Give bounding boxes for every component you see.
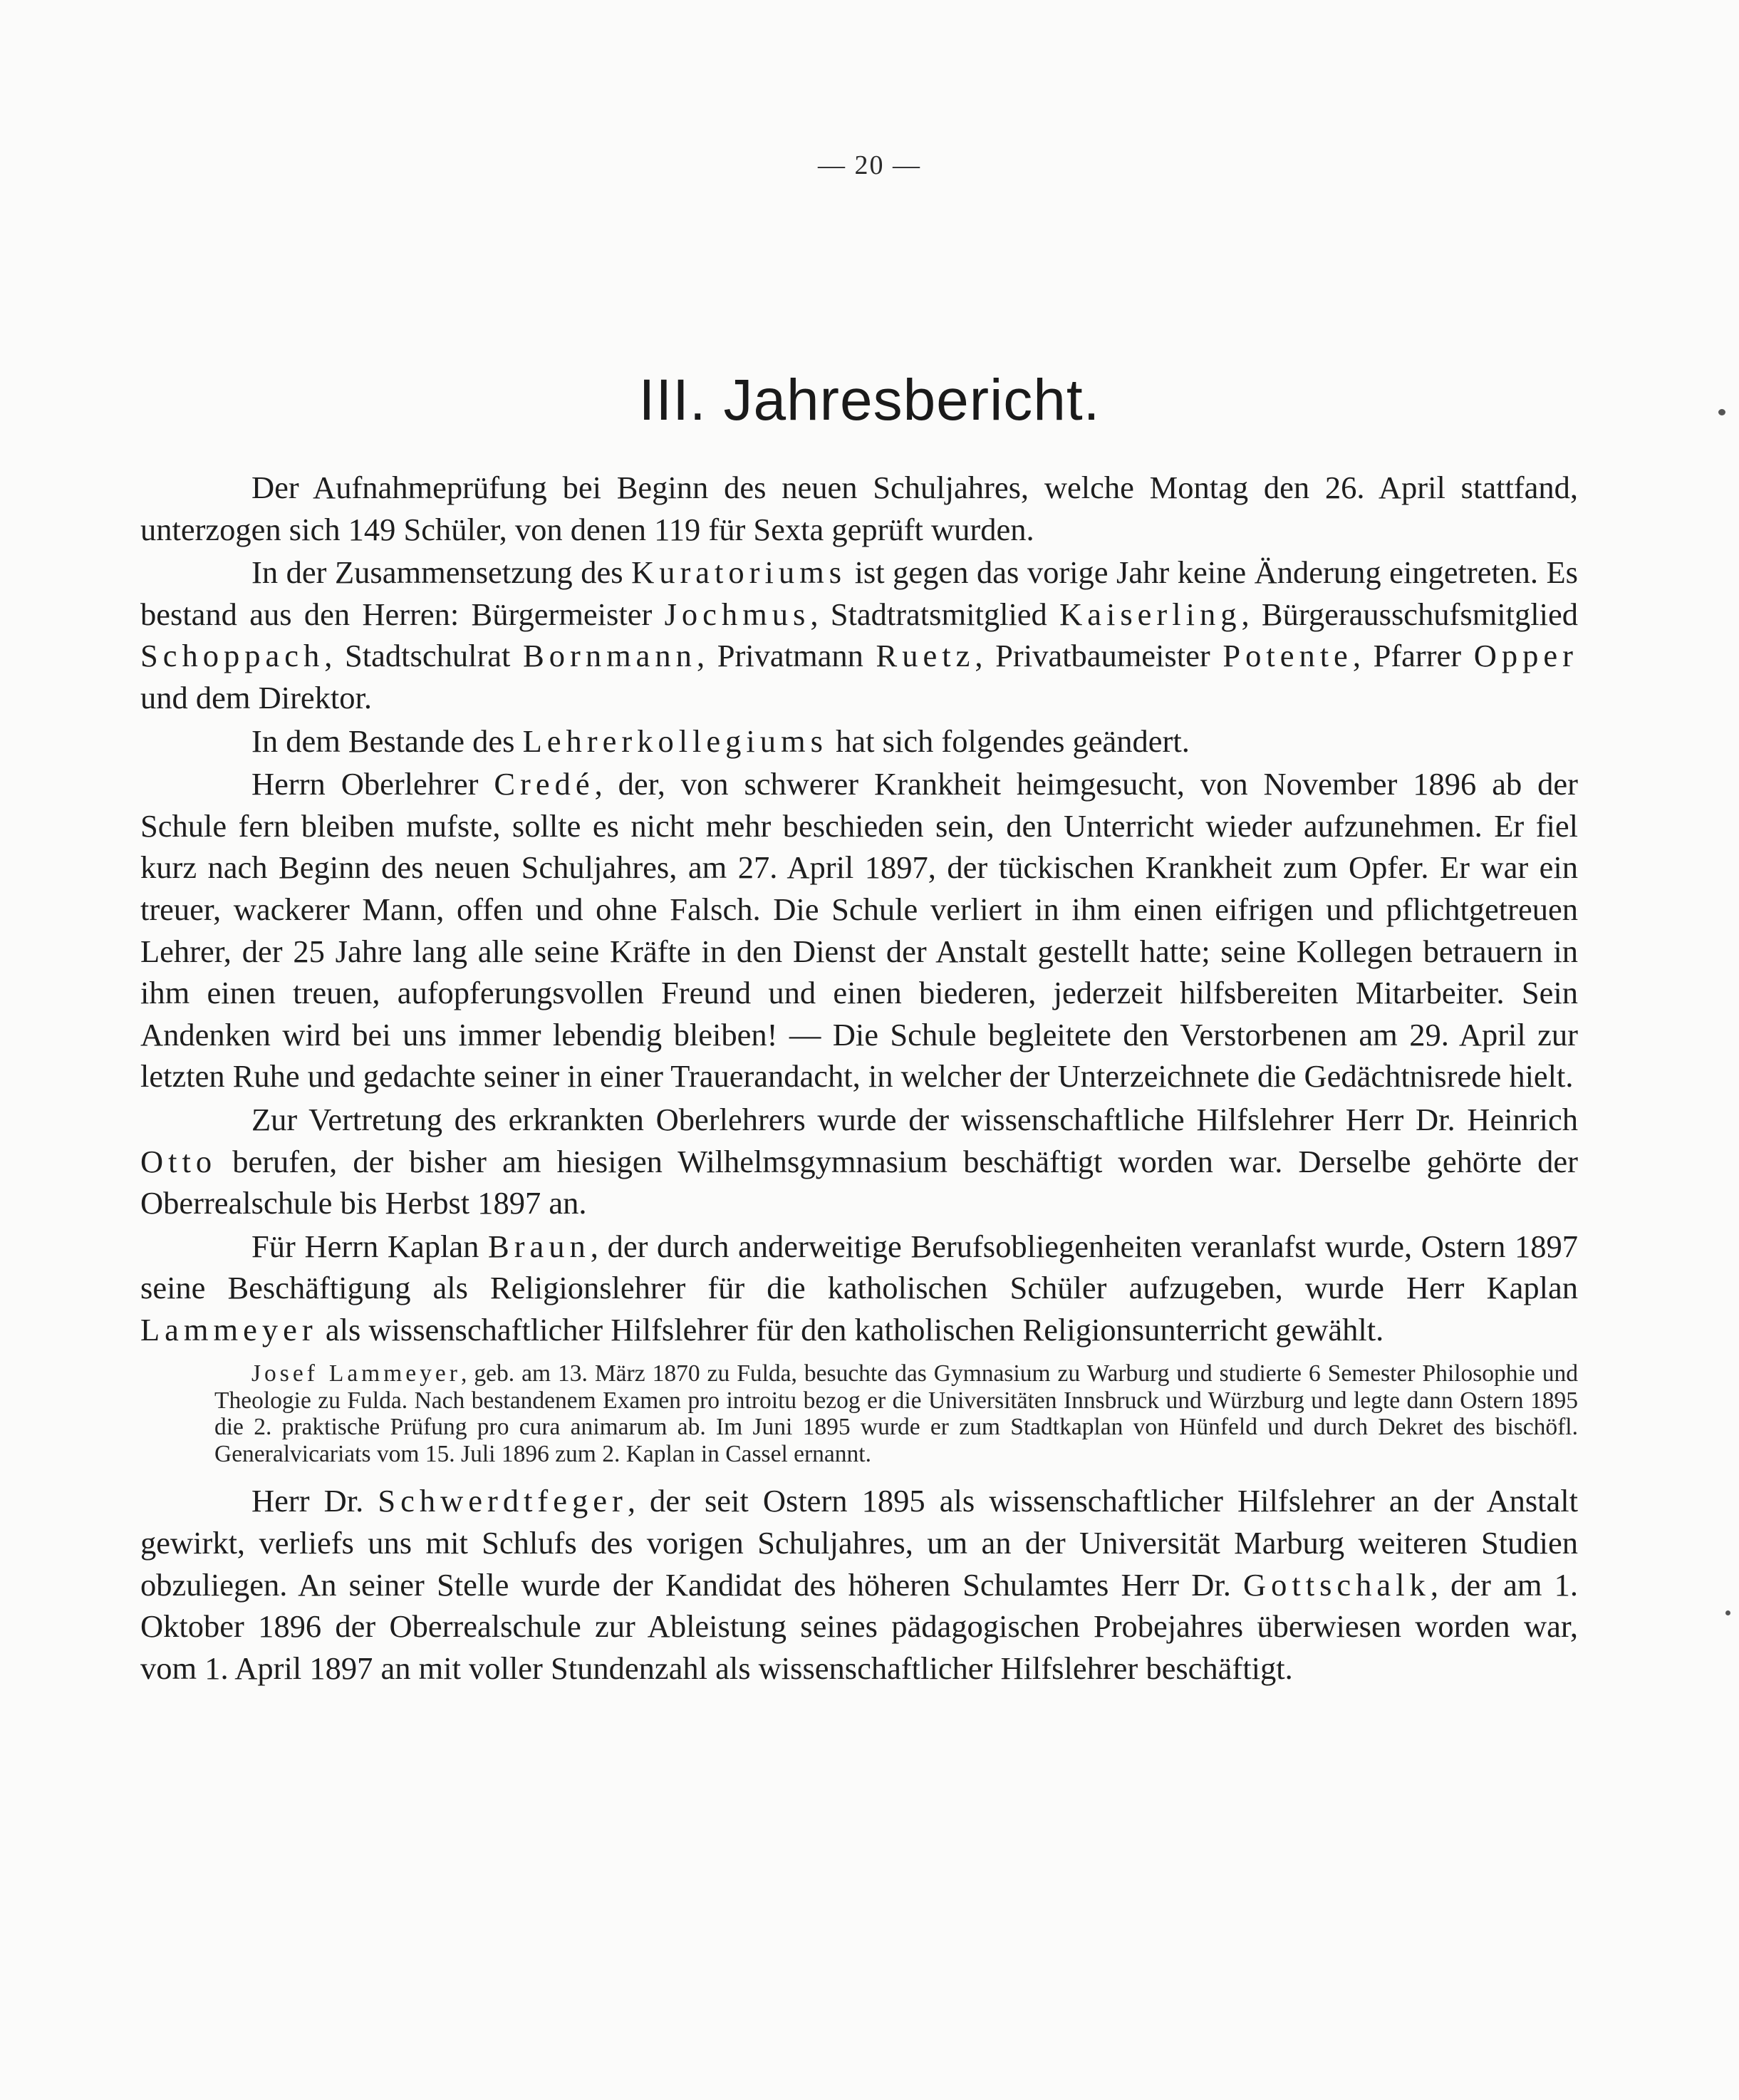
spaced-name: Bornmann	[523, 638, 697, 674]
spaced-name: Kaiserling	[1059, 596, 1242, 632]
scan-speck	[1725, 1610, 1730, 1615]
section-heading: III. Jahresbericht.	[638, 368, 1101, 433]
paragraph-admission: Der Aufnahmeprüfung bei Beginn des neuen Schuljahres, welche Montag den 26. April stattfand, unterzogen sich 149 Schüler, von denen 119 für Sexta geprüft wurden.	[140, 470, 1578, 547]
spaced-name: Lammeyer	[140, 1311, 318, 1348]
paragraph-kuratorium: In der Zusammensetzung des Kuratoriums ist gegen das vorige Jahr keine Änderung eingetreten. Es bestand aus den Herren: Bürgermeister Jochmus, Stadtratsmitglied Kaiserling, Bürgerausschufsmitglied Schoppach, Stadtschulrat Bornmann, Privatmann Ruetz, Privatbaumeister Potente, Pfarrer Opper und dem Direktor.	[140, 554, 1579, 715]
spaced-name: Gottschalk	[1243, 1566, 1431, 1603]
report-body	[140, 467, 1578, 1690]
spaced-name: Opper	[1473, 638, 1578, 674]
spaced-name: Jochmus	[664, 596, 811, 632]
page-number: — 20 —	[818, 150, 921, 180]
spaced-name: Kuratoriums	[631, 554, 847, 591]
spaced-name: Schwerdtfeger	[378, 1483, 628, 1519]
spaced-name: Josef Lammeyer	[251, 1360, 461, 1387]
paragraph-lehrerkollegium: In dem Bestande des Lehrerkollegiums hat sich folgendes geändert.	[251, 723, 1190, 759]
spaced-name: Schoppach	[140, 638, 325, 674]
spaced-name: Credé	[494, 766, 595, 802]
scan-speck	[1718, 409, 1725, 415]
paragraph-crede: Herrn Oberlehrer Credé, der, von schwerer Krankheit heimgesucht, von November 1896 ab der Schule fern bleiben mufste, sollte es nicht mehr beschieden sein, den Unterricht wieder aufzunehmen. Er fiel kurz nach Beginn des neuen Schuljahres, am 27. April 1897, der tückischen Krankheit zum Opfer. Er war ein treuer, wackerer Mann, offen und ohne Falsch. Die Schule verliert in ihm einen eifrigen und pflichtgetreuen Lehrer, der 25 Jahre lang alle seine Kräfte in den Dienst der Anstalt gestellt hatte; seine Kollegen betrauern in ihm einen treuen, aufopferungsvollen Freund und einen biederen, jederzeit hilfsbereiten Mitarbeiter. Sein Andenken wird bei uns immer lebendig bleiben! — Die Schule begleitete den Verstorbenen am 29. April zur letzten Ruhe und gedachte seiner in einer Trauerandacht, in welcher der Unterzeichnete die Gedächtnisrede hielt.	[140, 766, 1578, 1095]
spaced-name: Braun	[488, 1228, 591, 1264]
spaced-name: Otto	[140, 1143, 217, 1179]
paragraph-schwerdtfeger: Herr Dr. Schwerdtfeger, der seit Ostern 1895 als wissenschaftlicher Hilfslehrer an der Anstalt gewirkt, verliefs uns mit Schlufs des vorigen Schuljahres, um an der Universität Marburg weiteren Studien obzuliegen. An seiner Stelle wurde der Kandidat des höheren Schulamtes Herr Dr. Gottschalk, der am 1. Oktober 1896 der Oberrealschule zur Ableistung seines pädagogischen Probejahres überwiesen worden war, vom 1. April 1897 an mit voller Stundenzahl als wissenschaftlicher Hilfslehrer beschäftigt.	[140, 1483, 1579, 1686]
spaced-name: Potente	[1223, 638, 1353, 674]
paragraph-otto: Zur Vertretung des erkrankten Oberlehrers wurde der wissenschaftliche Hilfslehrer Herr Dr. Heinrich Otto berufen, der bisher am hiesigen Wilhelmsgymnasium beschäftigt worden war. Derselbe gehörte der Oberrealschule bis Herbst 1897 an.	[140, 1101, 1578, 1221]
footnote-lammeyer: Josef Lammeyer, geb. am 13. März 1870 zu Fulda, besuchte das Gymnasium zu Warburg und studierte 6 Semester Philosophie und Theologie zu Fulda. Nach bestandenem Examen pro introitu bezog er die Universitäten Innsbruck und Würzburg und legte dann Ostern 1895 die 2. praktische Prüfung pro cura animarum ab. Im Juni 1895 wurde er zum Stadtkaplan von Hünfeld und durch Dekret des bischöfl. Generalvicariats vom 15. Juli 1896 zum 2. Kaplan in Cassel ernannt.	[214, 1360, 1578, 1467]
spaced-name: Lehrerkollegiums	[522, 723, 828, 759]
spaced-name: Ruetz	[876, 638, 975, 674]
paragraph-braun-lammeyer: Für Herrn Kaplan Braun, der durch anderweitige Berufsobliegenheiten veranlafst wurde, Ostern 1897 seine Beschäftigung als Religionslehrer für die katholischen Schüler aufzugeben, wurde Herr Kaplan Lammeyer als wissenschaftlicher Hilfslehrer für den katholischen Religionsunterricht gewählt.	[140, 1228, 1578, 1348]
